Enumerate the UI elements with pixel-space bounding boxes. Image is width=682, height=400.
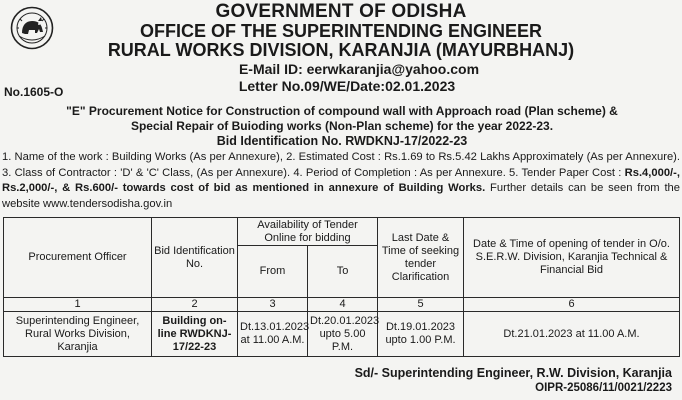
header-bid-identification: Bid Identification No.: [152, 218, 238, 298]
notice-body: [2, 150, 680, 212]
notice-title-line-2: Special Repair of Buioding works (Non-Plan scheme) for the year 2022-23.: [130, 119, 554, 133]
email-line: E-Mail ID: eerwkaranjia@yahoo.com: [238, 61, 480, 77]
column-number: 3: [238, 298, 308, 312]
office-title: OFFICE OF THE SUPERINTENDING ENGINEER: [139, 21, 543, 41]
cell-to: Dt.20.01.2023 upto 5.00 P.M.: [308, 312, 378, 357]
tender-paper-cost: Rs.4,000/-, Rs.2,000/-, & Rs.600/- towards cost of bid as mentioned in annexure of Building Works.: [2, 166, 680, 194]
cell-last-date: Dt.19.01.2023 upto 1.00 P.M.: [378, 312, 464, 357]
letter-number: Letter No.09/WE/Date:02.01.2023: [238, 78, 456, 94]
website-note: Further details can be seen from the website www.tendersodisha.gov.in: [2, 182, 680, 210]
column-number: 2: [152, 298, 238, 312]
bid-identification: Bid Identification No. RWDKNJ-17/2022-23: [216, 134, 468, 148]
cell-opening: Dt.21.01.2023 at 11.00 A.M.: [464, 312, 680, 357]
header-opening: Date & Time of opening of tender in O/o. S.E.R.W. Division, Karanjia Technical & Financial Bid: [464, 218, 680, 298]
column-number: 5: [378, 298, 464, 312]
header-from: From: [238, 246, 308, 298]
reference-number: No.1605-O: [4, 85, 64, 99]
column-number: 6: [464, 298, 680, 312]
notice-body-text: 1. Name of the work : Building Works (As per Annexure), 2. Estimated Cost : Rs.1.69 to Rs.5.42 Lakhs Approximately (As per Annexure). 3. Class of Contractor : 'D' & 'C' Class, (As per Annexure). 4. Period of Completion : As per Annexure. 5. Tender Paper Cost :: [2, 151, 680, 179]
header-procurement-officer: Procurement Officer: [4, 218, 152, 298]
cell-from: Dt.13.01.2023 at 11.00 A.M.: [238, 312, 308, 357]
notice-title-line-1: "E" Procurement Notice for Construction of compound wall with Approach road (Plan scheme) &: [66, 104, 618, 118]
header-to: To: [308, 246, 378, 298]
column-number: 4: [308, 298, 378, 312]
header-last-date: Last Date & Time of seeking tender Clarification: [378, 218, 464, 298]
column-number: 1: [4, 298, 152, 312]
cell-bid-identification: Building on-line RWDKNJ-17/22-23: [152, 312, 238, 357]
cell-procurement-officer: Superintending Engineer, Rural Works Division, Karanjia: [4, 312, 152, 357]
header-availability: Availability of Tender Online for bidding: [238, 218, 378, 246]
signature-line: Sd/- Superintending Engineer, R.W. Division, Karanjia: [354, 366, 672, 380]
oipr-number: OIPR-25086/11/0021/2223: [535, 382, 672, 394]
government-title: GOVERNMENT OF ODISHA: [215, 1, 467, 22]
tender-schedule-table: [3, 217, 680, 357]
division-title: RURAL WORKS DIVISION, KARANJIA (MAYURBHANJ): [107, 40, 575, 60]
